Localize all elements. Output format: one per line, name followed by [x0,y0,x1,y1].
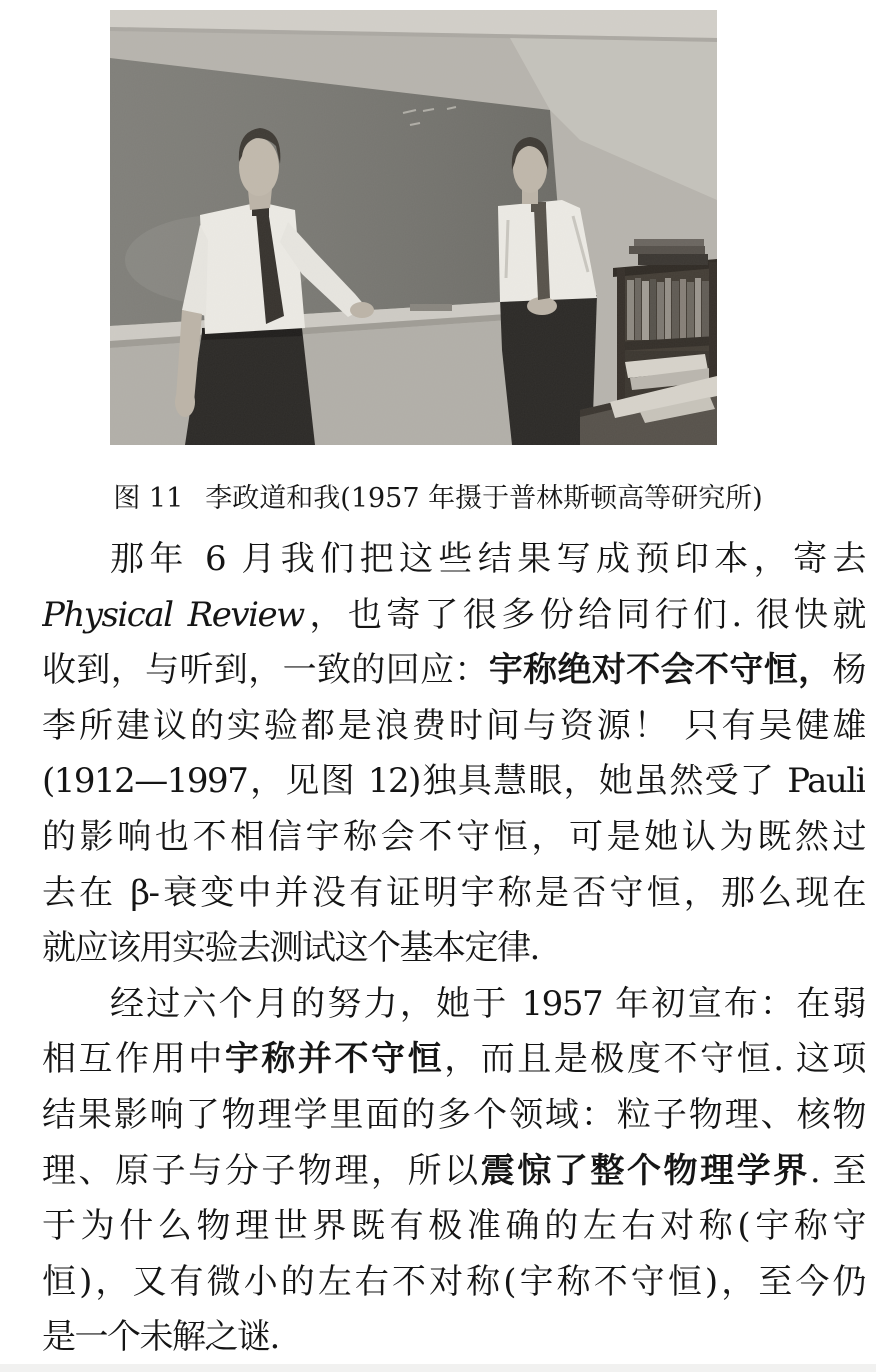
text-line [42,1032,865,1088]
bold-phrase: 宇称绝对不会不守恒， [488,650,833,691]
text-line [42,1255,865,1311]
bold-phrase: 宇称并不守恒 [224,1039,445,1080]
text-run: ，也寄了很多份给同行们. 很快就 [303,594,865,635]
text-run: 就应该用实验去测试这个基本定律. [42,928,539,969]
text-run: 是一个未解之谜. [42,1317,279,1358]
text-line [42,1310,865,1366]
text-run: 于为什么物理世界既有极准确的左右对称(宇称守 [42,1206,865,1247]
photo-image [110,10,717,445]
text-line [42,1144,865,1200]
photo-grain [110,10,717,445]
text-run: 相互作用中 [42,1039,225,1080]
text-line [42,1088,865,1144]
text-run: . 至 [809,1150,865,1191]
text-line [42,643,865,699]
text-line [42,754,865,810]
text-run: (1912—1997，见图 12)独具慧眼，她虽然受了 Pauli [42,761,865,802]
figure-number: 图 11 [113,483,184,514]
text-line [42,921,865,977]
text-run: 的影响也不相信宇称会不守恒，可是她认为既然过 [42,816,865,857]
text-line [42,810,865,866]
figure-caption [0,481,876,517]
text-run: 理、原子与分子物理，所以 [42,1150,481,1191]
text-run: 收到，与听到，一致的回应： [42,650,489,691]
text-run: 杨 [832,650,865,691]
text-run: 经过六个月的努力，她于 1957 年初宣布：在弱 [110,983,865,1024]
text-run: 那年 6 月我们把这些结果写成预印本，寄去 [110,539,865,579]
text-run: 恒)，又有微小的左右不对称(宇称不守恒)，至今仍 [42,1261,865,1302]
text-line [42,532,865,588]
figure-photo [110,10,717,445]
text-line [42,866,865,922]
text-line [42,588,865,644]
bold-phrase: 震惊了整个物理学界 [480,1150,810,1191]
text-line [42,1199,865,1255]
page-bottom-edge [0,1364,876,1372]
text-run: 李所建议的实验都是浪费时间与资源！ 只有吴健雄 [42,705,865,746]
figure-caption-text: 李政道和我(1957 年摄于普林斯顿高等研究所) [205,483,763,514]
text-line [42,699,865,755]
text-run: ，而且是极度不守恒. 这项 [444,1039,865,1080]
text-run: 去在 β-衰变中并没有证明宇称是否守恒，那么现在 [42,872,865,913]
text-line [42,977,865,1033]
italic-phrase: Physical Review [42,594,304,635]
text-block [42,532,865,1366]
text-run: 结果影响了物理学里面的多个领域：粒子物理、核物 [42,1094,865,1135]
